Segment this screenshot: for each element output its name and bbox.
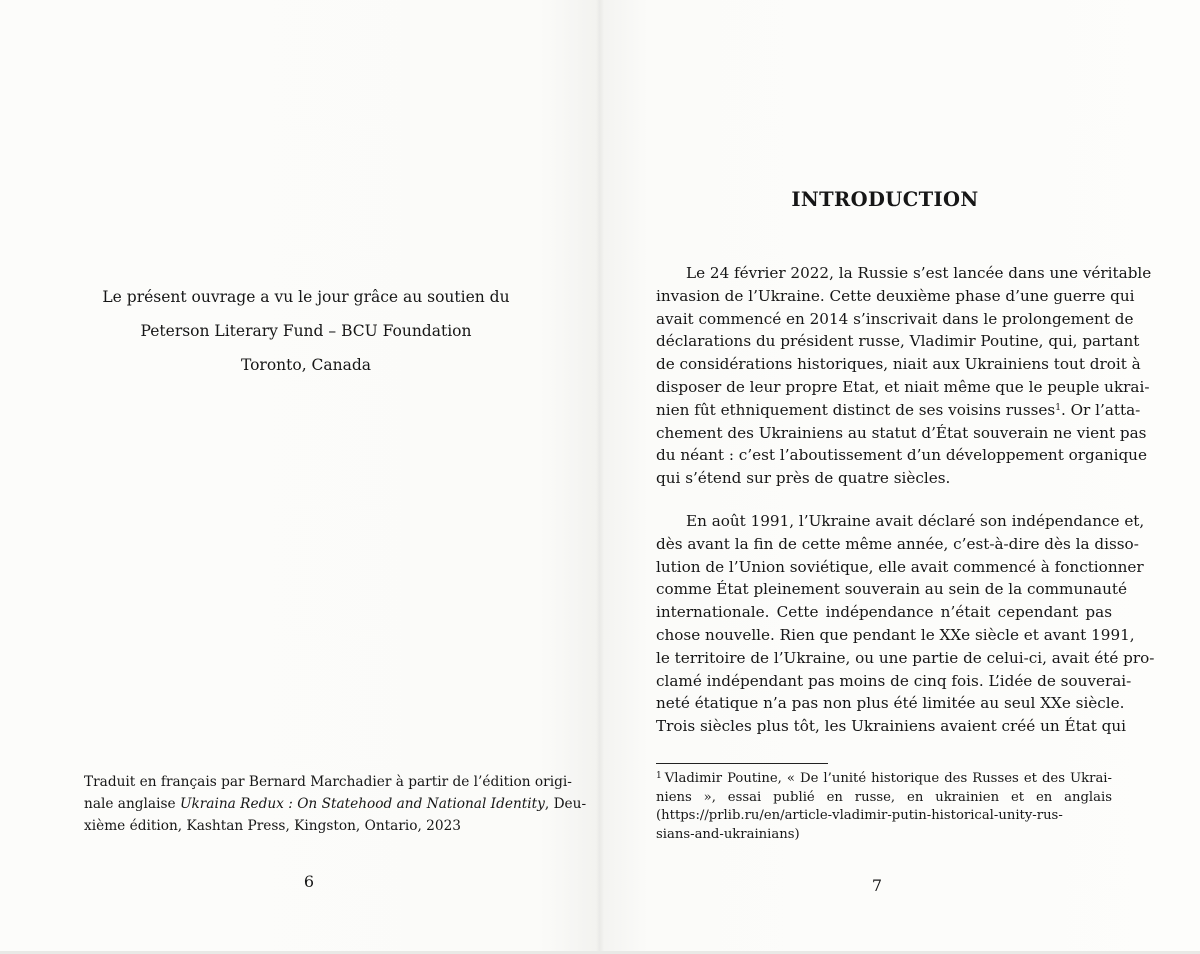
footnote bbox=[656, 770, 1112, 845]
text-line: qui s’étend sur près de quatre siècles. bbox=[656, 469, 951, 488]
dedication-line: Le présent ouvrage a vu le jour grâce au soutien du bbox=[102, 288, 510, 306]
text-line: avait commencé en 2014 s’inscrivait dans le prolongement de bbox=[656, 309, 1134, 328]
credit-text: , Deu- bbox=[544, 796, 587, 812]
footnote-line bbox=[656, 770, 1112, 789]
text-line: de considérations historiques, niait aux Ukrainiens tout droit à bbox=[656, 355, 1141, 374]
footnote-text: Vladimir Poutine, « De l’unité historique des Russes et des Ukrai- bbox=[664, 771, 1112, 786]
text-line: internationale. Cette indépendance n’était cependant pas bbox=[656, 603, 1112, 622]
text-line: neté étatique n’a pas non plus été limitée au seul XXe siècle. bbox=[656, 694, 1125, 713]
text-line: En août 1991, l’Ukraine avait déclaré son indépendance et, bbox=[686, 512, 1145, 530]
text-line: dès avant la fin de cette même année, c’est-à-dire dès la disso- bbox=[656, 534, 1139, 553]
book-gutter bbox=[596, 0, 604, 954]
chapter-title: INTRODUCTION bbox=[791, 188, 979, 211]
text-line: le territoire de l’Ukraine, ou une partie de celui-ci, avait été pro- bbox=[656, 648, 1155, 667]
page-number-right: 7 bbox=[871, 876, 883, 895]
footnote-url-line: (https://prlib.ru/en/article-vladimir-putin-historical-unity-rus- bbox=[656, 808, 1063, 824]
text-line: invasion de l’Ukraine. Cette deuxième phase d’une guerre qui bbox=[656, 286, 1135, 305]
text-line: déclarations du président russe, Vladimir Poutine, qui, partant bbox=[656, 332, 1140, 351]
paragraph-2 bbox=[656, 510, 1155, 738]
page-number-left: 6 bbox=[303, 872, 315, 891]
credit-text: nale anglaise bbox=[84, 796, 180, 812]
dedication-line: Toronto, Canada bbox=[240, 356, 372, 374]
text-line: lution de l’Union soviétique, elle avait commencé à fonctionner bbox=[656, 557, 1144, 576]
paragraph-1 bbox=[656, 262, 1152, 490]
dedication-line: Peterson Literary Fund – BCU Foundation bbox=[140, 322, 472, 340]
credit-line: xième édition, Kashtan Press, Kingston, Ontario, 2023 bbox=[84, 818, 462, 834]
text-line: du néant : c’est l’aboutissement d’un développement organique bbox=[656, 446, 1147, 465]
credit-line: Traduit en français par Bernard Marchadier à partir de l’édition origi- bbox=[84, 774, 572, 790]
text-segment: nien fût ethniquement distinct de ses voisins russes bbox=[656, 400, 1056, 419]
footnote-divider bbox=[656, 763, 828, 764]
footnote-reference[interactable]: 1 bbox=[1055, 402, 1061, 413]
text-line: Le 24 février 2022, la Russie s’est lancée dans une véritable bbox=[686, 264, 1152, 282]
text-line: clamé indépendant pas moins de cinq fois. L’idée de souverai- bbox=[656, 671, 1132, 690]
text-line: chement des Ukrainiens au statut d’État souverain ne vient pas bbox=[656, 423, 1147, 442]
translation-credit bbox=[84, 771, 587, 837]
footnote-url-line: sians-and-ukrainians) bbox=[656, 827, 800, 843]
text-segment: . Or l’atta- bbox=[1060, 400, 1141, 419]
text-line: Trois siècles plus tôt, les Ukrainiens avaient créé un État qui bbox=[656, 717, 1127, 736]
dedication-block bbox=[84, 280, 528, 382]
footnote-marker: 1 bbox=[656, 771, 662, 781]
text-line: comme État pleinement souverain au sein de la communauté bbox=[656, 580, 1127, 599]
text-line bbox=[656, 399, 1141, 422]
text-line: disposer de leur propre Etat, et niait même que le peuple ukrai- bbox=[656, 377, 1150, 396]
original-book-title: Ukraina Redux : On Statehood and National Identity bbox=[179, 796, 545, 812]
footnote-line: niens », essai publié en russe, en ukrainien et en anglais bbox=[656, 789, 1112, 805]
credit-line bbox=[84, 793, 587, 815]
text-line: chose nouvelle. Rien que pendant le XXe siècle et avant 1991, bbox=[656, 625, 1135, 644]
